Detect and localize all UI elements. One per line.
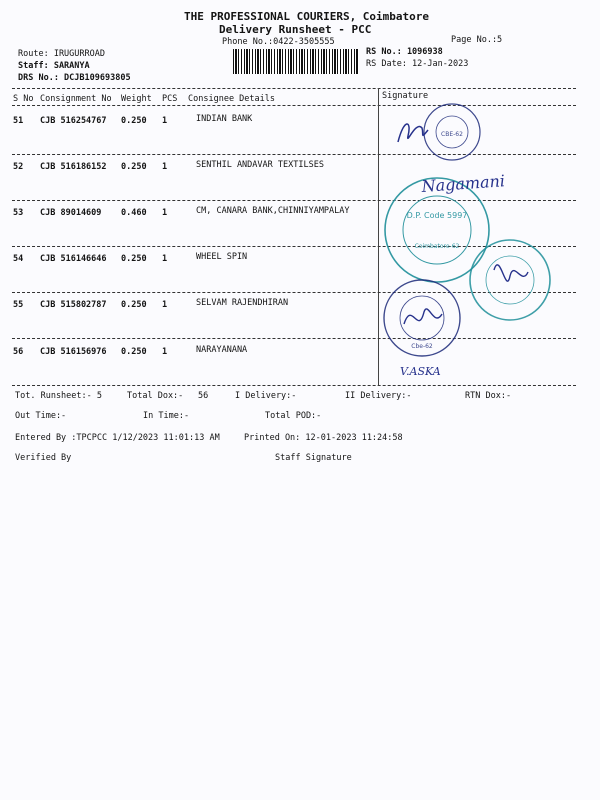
ii-delivery: II Delivery:-	[345, 391, 412, 401]
col-pcs: PCS	[162, 94, 178, 104]
indian-bank-stamp-code: CBE-62	[441, 131, 463, 138]
signature-row-54	[494, 265, 528, 281]
row-pcs: 1	[162, 300, 168, 310]
row-pcs: 1	[162, 162, 168, 172]
drs-number: DRS No.: DCJB109693805	[18, 73, 131, 83]
printed-on: Printed On: 12-01-2023 11:24:58	[244, 433, 403, 443]
row-weight: 0.250	[121, 300, 147, 310]
col-sno: S No	[13, 94, 34, 104]
phone-number: Phone No.:0422-3505555	[222, 37, 335, 47]
row-pcs: 1	[162, 254, 168, 264]
row-sno: 52	[13, 162, 24, 172]
route: Route: IRUGURROAD	[18, 49, 105, 59]
col-consignee: Consignee Details	[188, 94, 275, 104]
total-dox-label: Total Dox:-	[127, 391, 184, 401]
row-consignee: CM, CANARA BANK,CHINNIYAMPALAY	[196, 206, 350, 216]
rtn-dox: RTN Dox:-	[465, 391, 512, 401]
row-consignee: INDIAN BANK	[196, 114, 253, 124]
in-time: In Time:-	[143, 411, 190, 421]
document-title: Delivery Runsheet - PCC	[219, 23, 372, 36]
row-consignee: WHEEL SPIN	[196, 252, 248, 262]
entered-by: Entered By :TPCPCC 1/12/2023 11:01:13 AM	[15, 433, 220, 443]
signature-column-divider	[378, 88, 379, 386]
rs-date: RS Date: 12-Jan-2023	[366, 59, 469, 69]
row-sno: 56	[13, 347, 24, 357]
row-weight: 0.250	[121, 162, 147, 172]
canara-stamp-city: Coimbatore-62	[414, 243, 460, 250]
col-weight: Weight	[121, 94, 152, 104]
staff: Staff: SARANYA	[18, 61, 90, 71]
row-consignment: CJB 516146646	[40, 254, 107, 264]
verified-by: Verified By	[15, 453, 72, 463]
signature-row-52: Nagamani	[420, 171, 506, 196]
row-consignment: CJB 516186152	[40, 162, 107, 172]
row-consignment: CJB 516156976	[40, 347, 107, 357]
staff-signature: Staff Signature	[275, 453, 352, 463]
page-number: Page No.:5	[451, 35, 503, 45]
row-consignment: CJB 516254767	[40, 116, 107, 126]
total-dox-value: 56	[198, 391, 209, 401]
col-consignment: Consignment No	[40, 94, 112, 104]
row-pcs: 1	[162, 347, 168, 357]
row-consignment: CJB 515802787	[40, 300, 107, 310]
company-name: THE PROFESSIONAL COURIERS, Coimbatore	[184, 10, 430, 23]
table-top-rule	[12, 88, 576, 89]
signature-row-55	[404, 309, 442, 324]
out-time: Out Time:-	[15, 411, 67, 421]
wheel-spin-stamp	[470, 240, 550, 320]
canara-stamp-code: D.P. Code 5997	[406, 211, 468, 220]
total-runsheet: Tot. Runsheet:- 5	[15, 391, 102, 401]
row-sno: 51	[13, 116, 24, 126]
row-weight: 0.460	[121, 208, 147, 218]
barcode	[233, 49, 359, 74]
row-consignment: CJB 89014609	[40, 208, 102, 218]
row-weight: 0.250	[121, 116, 147, 126]
row-pcs: 1	[162, 208, 168, 218]
signature-row-56: V.ASKA	[400, 365, 441, 378]
row-pcs: 1	[162, 116, 168, 126]
row-weight: 0.250	[121, 254, 147, 264]
row-consignee: SENTHIL ANDAVAR TEXTILSES	[196, 160, 324, 170]
kpg-stamp-code: Cbe-62	[411, 343, 433, 350]
row-sno: 53	[13, 208, 24, 218]
col-signature: Signature	[382, 91, 429, 101]
stamps-and-signatures	[382, 100, 562, 390]
i-delivery: I Delivery:-	[235, 391, 297, 401]
row-sno: 54	[13, 254, 24, 264]
row-consignee: SELVAM RAJENDHIRAN	[196, 298, 289, 308]
row-sno: 55	[13, 300, 24, 310]
total-pod: Total POD:-	[265, 411, 322, 421]
row-weight: 0.250	[121, 347, 147, 357]
row-consignee: NARAYANANA	[196, 345, 248, 355]
rs-number: RS No.: 1096938	[366, 47, 443, 57]
indian-bank-stamp	[424, 104, 480, 160]
